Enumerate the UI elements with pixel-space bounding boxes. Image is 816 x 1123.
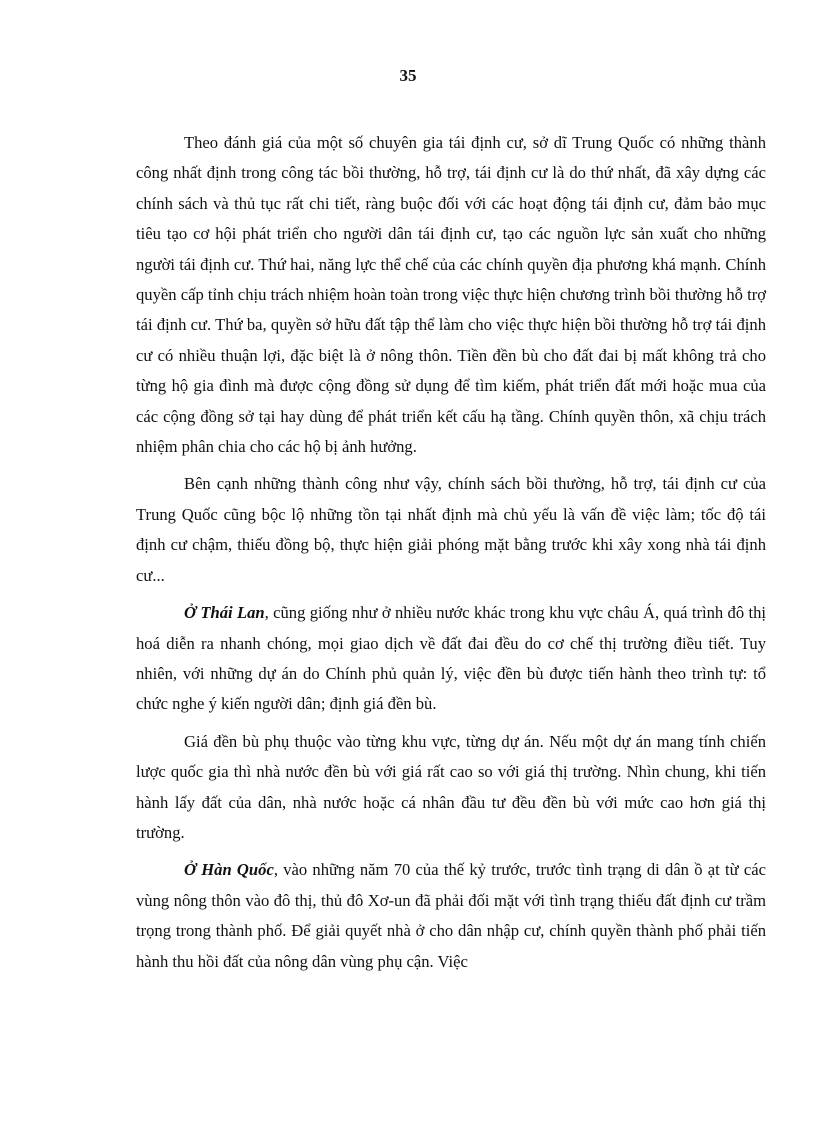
paragraph-lead-korea: Ở Hàn Quốc xyxy=(184,860,274,880)
paragraph-text: , cũng giống như ở nhiều nước khác trong khu vực châu Á, quá trình đô thị hoá diễn ra nhanh chóng, mọi giao dịch về đất đai đều do cơ chế thị trường điều tiết. Tuy nhiên, với những dự án do Chính phủ quản lý, việc đền bù được tiến hành theo trình tự: tổ chức nghe ý kiến người dân; định giá đền bù. xyxy=(136,603,767,714)
paragraph-lead-thailand: Ở Thái Lan xyxy=(184,603,265,623)
paragraph-thailand xyxy=(136,598,766,720)
paragraph-text: , vào những năm 70 của thế kỷ trước, trước tình trạng di dân ồ ạt từ các vùng nông thôn vào đô thị, thủ đô Xơ-un đã phải đối mặt với tình trạng thiếu đất định cư trầm trọng trong thành phố. Để giải quyết nhà ở cho dân nhập cư, chính quyền thành phố phải tiến hành thu hồi đất của nông dân vùng phụ cận. Việc xyxy=(136,860,766,971)
paragraph-text: Bên cạnh những thành công như vậy, chính sách bồi thường, hỗ trợ, tái định cư của Trung Quốc cũng bộc lộ những tồn tại nhất định mà chủ yếu là vấn đề việc làm; tốc độ tái định cư chậm, thiếu đồng bộ, thực hiện giải phóng mặt bằng trước khi xây xong nhà tái định cư... xyxy=(136,474,766,585)
paragraph-text: Theo đánh giá của một số chuyên gia tái định cư, sở dĩ Trung Quốc có những thành công nhất định trong công tác bồi thường, hỗ trợ, tái định cư là do thứ nhất, đã xây dựng các chính sách và thủ tục rất chi tiết, ràng buộc đối với các hoạt động tái định cư, đảm bảo mục tiêu tạo cơ hội phát triển cho người dân tái định cư, tạo các nguồn lực sản xuất cho những người tái định cư. Thứ hai, năng lực thể chế của các chính quyền địa phương khá mạnh. Chính quyền cấp tỉnh chịu trách nhiệm hoàn toàn trong việc thực hiện chương trình bồi thường hỗ trợ tái định cư. Thứ ba, quyền sở hữu đất tập thể làm cho việc thực hiện bồi thường hỗ trợ tái định cư có nhiều thuận lợi, đặc biệt là ở nông thôn. Tiền đền bù cho đất đai bị mất không trả cho từng hộ gia đình mà được cộng đồng sử dụng để tìm kiếm, phát triển đất mới hoặc mua của các cộng đồng sở tại hay dùng để phát triển kết cấu hạ tầng. Chính quyền thôn, xã chịu trách nhiệm phân chia cho các hộ bị ảnh hưởng. xyxy=(136,133,766,457)
paragraph-korea xyxy=(136,855,766,977)
page-number: 35 xyxy=(399,66,417,85)
paragraph-china-limitations xyxy=(136,469,766,591)
paragraph-text: Giá đền bù phụ thuộc vào từng khu vực, từng dự án. Nếu một dự án mang tính chiến lược quốc gia thì nhà nước đền bù với giá rất cao so với giá thị trường. Nhìn chung, khi tiến hành lấy đất của dân, nhà nước hoặc cá nhân đầu tư đều đền bù với mức cao hơn giá thị trường. xyxy=(136,731,766,842)
paragraph-compensation-price xyxy=(136,727,766,849)
body-text xyxy=(136,128,766,984)
paragraph-china-success xyxy=(136,128,766,462)
